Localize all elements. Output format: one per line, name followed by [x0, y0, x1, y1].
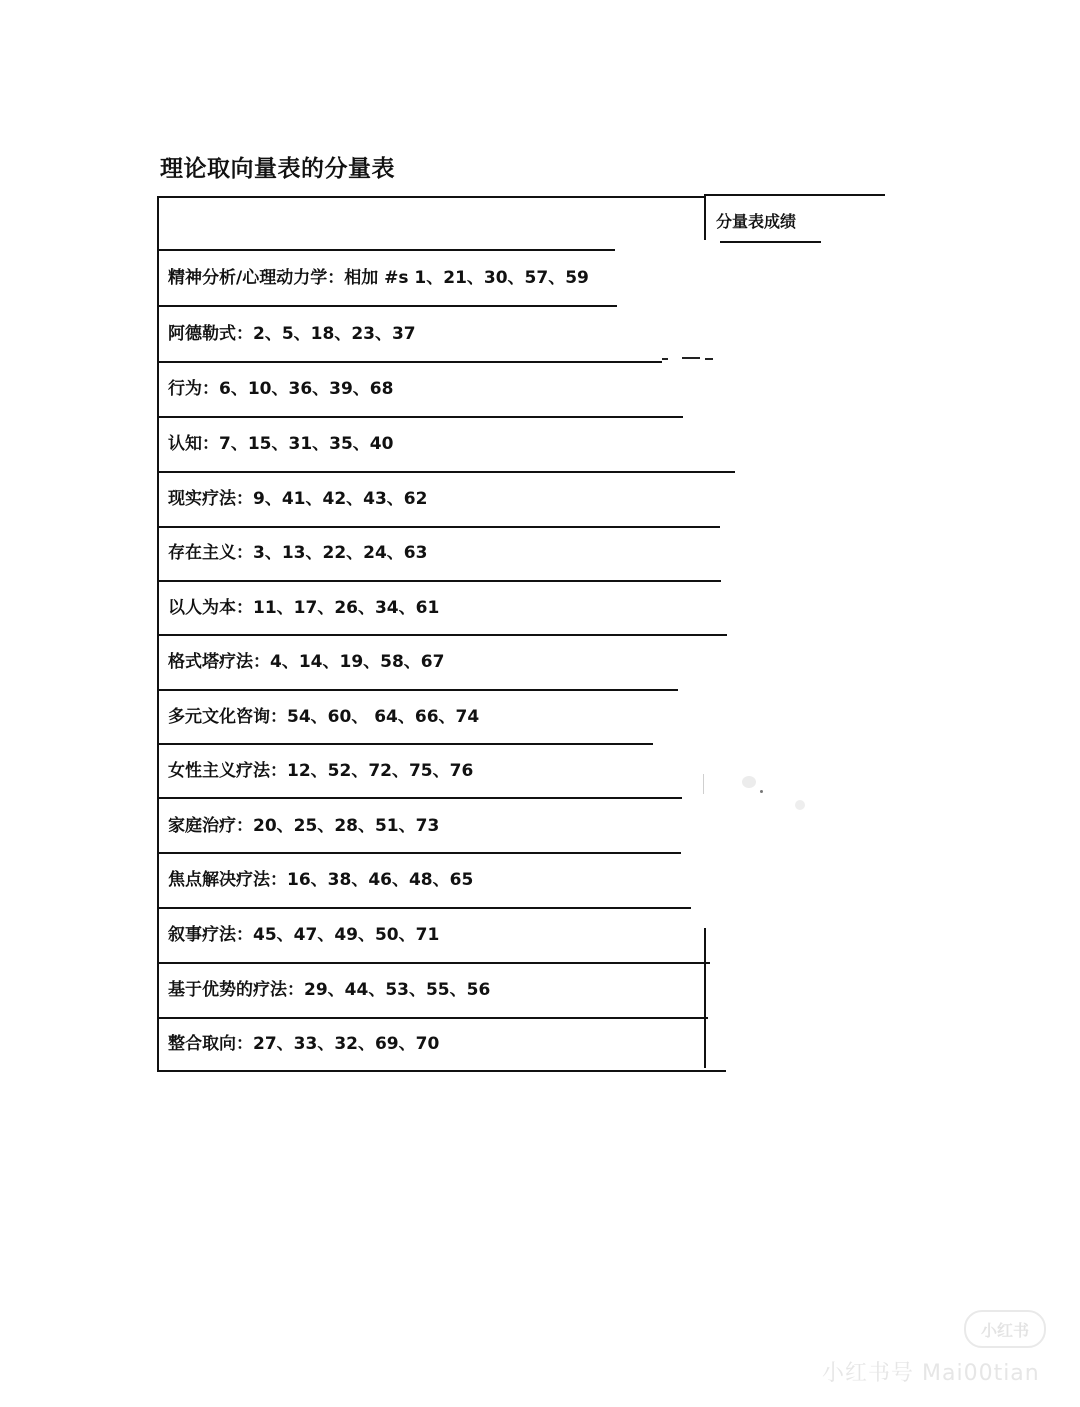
scale-row-narrative: 叙事疗法：45、47、49、50、71 — [168, 925, 440, 945]
scale-row-psychoanalytic: 精神分析/心理动力学：相加 #s 1、21、30、57、59 — [168, 268, 589, 288]
scan-mark — [662, 358, 668, 360]
scale-row-adlerian: 阿德勒式：2、5、18、23、37 — [168, 324, 416, 344]
row-separator — [158, 249, 615, 251]
scan-mark — [705, 358, 713, 360]
scale-row-integrative: 整合取向：27、33、32、69、70 — [168, 1034, 440, 1054]
row-separator — [158, 634, 727, 636]
row-separator — [158, 305, 617, 307]
scale-row-reality-therapy: 现实疗法：9、41、42、43、62 — [168, 489, 428, 509]
scan-mark — [682, 357, 700, 359]
row-separator — [158, 471, 735, 473]
table-top-border — [157, 196, 705, 198]
row-separator — [158, 361, 662, 363]
scan-speck — [760, 790, 763, 793]
scan-speck — [742, 776, 756, 788]
row-separator — [158, 580, 721, 582]
scale-row-behavioral: 行为：6、10、36、39、68 — [168, 379, 394, 399]
row-separator — [158, 907, 691, 909]
scale-row-gestalt: 格式塔疗法：4、14、19、58、67 — [168, 652, 445, 672]
scale-row-feminist: 女性主义疗法：12、52、72、75、76 — [168, 761, 474, 781]
score-column-top-border — [705, 194, 885, 196]
scale-row-existential: 存在主义：3、13、22、24、63 — [168, 543, 428, 563]
watermark-logo: 小红书 — [964, 1310, 1046, 1348]
scale-row-multicultural: 多元文化咨询：54、60、 64、66、74 — [168, 707, 480, 727]
row-separator — [158, 689, 678, 691]
row-separator — [158, 797, 682, 799]
row-separator — [158, 526, 720, 528]
scale-row-strengths-based: 基于优势的疗法：29、44、53、55、56 — [168, 980, 491, 1000]
score-column-header: 分量表成绩 — [716, 212, 797, 231]
scale-row-cognitive: 认知：7、15、31、35、40 — [168, 434, 394, 454]
row-separator — [158, 962, 710, 964]
scan-mark — [703, 774, 704, 794]
scale-row-person-centered: 以人为本：11、17、26、34、61 — [168, 598, 440, 618]
row-separator — [158, 852, 681, 854]
scale-row-family-therapy: 家庭治疗：20、25、28、51、73 — [168, 816, 440, 836]
watermark-text: 小红书号 Mai00tian — [822, 1361, 1040, 1386]
document-title: 理论取向量表的分量表 — [160, 156, 395, 182]
scan-speck — [795, 800, 805, 810]
scale-row-solution-focused: 焦点解决疗法：16、38、46、48、65 — [168, 870, 474, 890]
row-separator — [158, 1017, 708, 1019]
row-separator — [158, 743, 653, 745]
score-column-divider — [704, 194, 706, 240]
row-separator — [158, 416, 683, 418]
score-header-underline — [720, 241, 821, 243]
table-right-border-lower — [704, 928, 706, 1068]
table-bottom-border — [158, 1070, 726, 1072]
